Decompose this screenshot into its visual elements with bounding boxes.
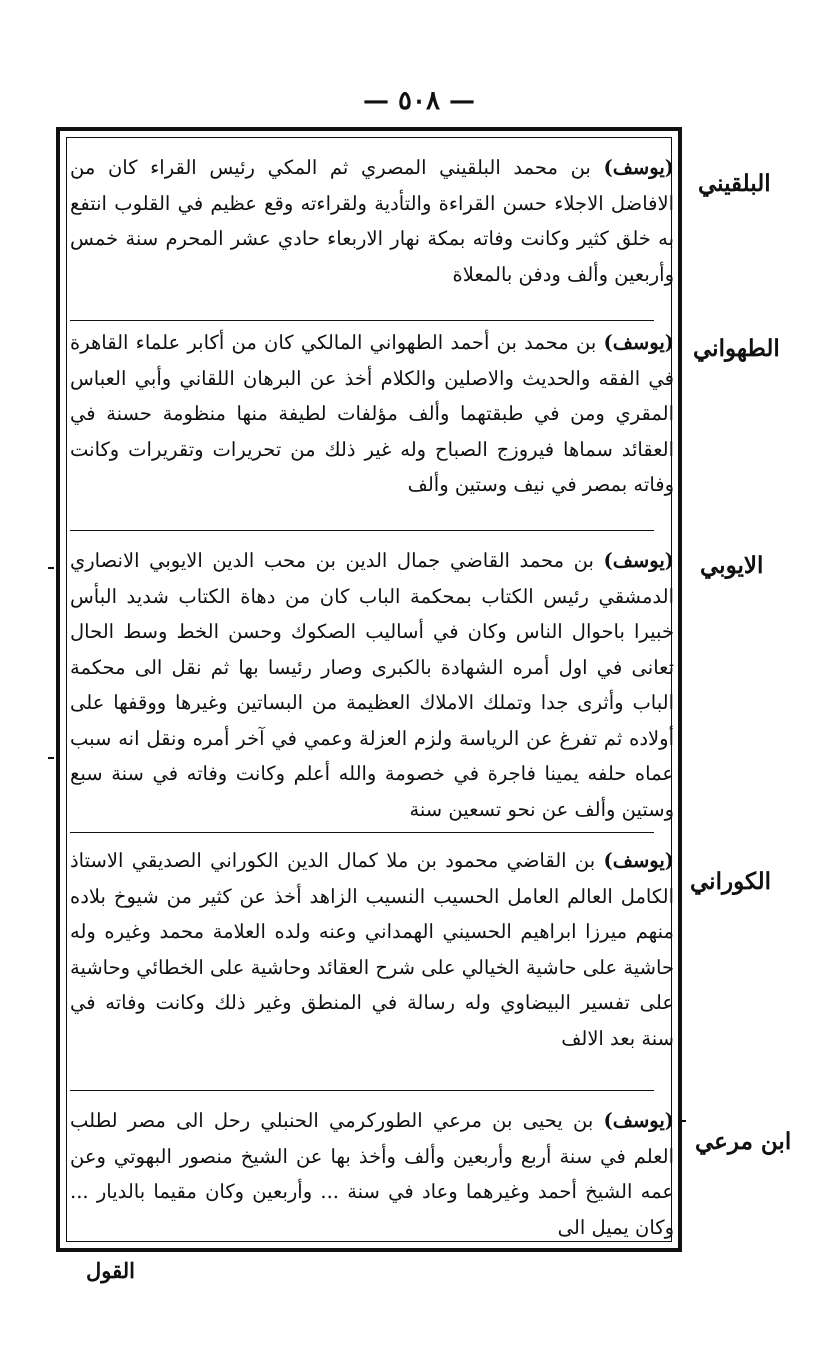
- entry-ibn-marai: [70, 1103, 674, 1243]
- entry-name: (يوسف): [603, 549, 674, 572]
- entry-divider: [70, 832, 654, 833]
- margin-label-kurani: الكوراني: [690, 868, 772, 895]
- entry-text: بن القاضي محمود بن ملا كمال الدين الكوراني الصديقي الاستاذ الكامل العالم العامل الحسيب النسيب الزاهد أخذ عن كثير من شيوخ بلاده منهم ميرزا ابراهيم الحسيني الهمداني وعنه ولده العلامة محمد وغيره وله حاشية على حاشية الخيالي على شرح العقائد وحاشية على الخطائي وحاشية على تفسير البيضاوي وله رسالة في المنطق وغير ذلك وكانت وفاته في سنة بعد الالف: [70, 849, 674, 1050]
- page-number: — ٥٠٨ —: [362, 86, 476, 116]
- margin-label-ibn-marai: ابن مرعي: [695, 1128, 792, 1155]
- entry-divider: [70, 530, 654, 531]
- entry-name: (يوسف): [603, 1109, 674, 1132]
- entry-text: بن محمد البلقيني المصري ثم المكي رئيس القراء كان من الافاضل الاجلاء حسن القراءة والتأدية ولقراءته وقع عظيم في القلوب انتفع به خلق كثير وكانت وفاته بمكة نهار الاربعاء حادي عشر المحرم سنة خمس وأربعين وألف ودفن بالمعلاة: [70, 156, 674, 286]
- entry-name: (يوسف): [603, 849, 675, 872]
- entry-text: بن يحيى بن مرعي الطوركرمي الحنبلي رحل الى مصر لطلب العلم في سنة أربع وأربعين وألف وأخذ بها عن الشيخ منصور البهوتي وعن عمه الشيخ أحمد وغيرهما وعاد في سنة ... وأربعين وكان مقيما بالديار ... وكان يميل الى: [70, 1109, 674, 1239]
- catchword: القول: [86, 1258, 135, 1283]
- margin-label-bulqini: البلقيني: [698, 170, 771, 197]
- margin-label-tahwani: الطهواني: [693, 335, 780, 362]
- margin-label-ayyubi: الايوبي: [700, 552, 764, 579]
- entry-divider: [70, 1090, 654, 1091]
- entry-text: بن محمد بن أحمد الطهواني المالكي كان من أكابر علماء القاهرة في الفقه والحديث والاصلين والكلام أخذ عن البرهان اللقاني وأبي العباس المقري ومن في طبقتهما وألف مؤلفات لطيفة منها منظومة حسنة في العقائد سماها فيروزج الصباح وله غير ذلك من تحريرات وتقريرات وكانت وفاته بمصر في نيف وستين وألف: [70, 331, 675, 496]
- entry-name: (يوسف): [603, 156, 674, 179]
- entry-divider: [70, 320, 654, 321]
- entry-text: بن محمد القاضي جمال الدين بن محب الدين الايوبي الانصاري الدمشقي رئيس الكتاب بمحكمة الباب كان من دهاة الكتاب شديد البأس خبيرا باحوال الناس وكان في أساليب الصكوك وحسن الخط وسط الحال تعانى في اول أمره الشهادة بالكبرى وصار رئيسا بها ثم نقل الى محكمة الباب وأثرى جدا وتملك الاملاك العظيمة من البساتين وغيرها ووقفها على أولاده ثم تفرغ عن الرياسة ولزم العزلة وعمي في آخر أمره ونقل انه سبب عماه حلفه يمينا فاجرة في خصومة والله أعلم وكانت وفاته في سنة سبع وستين وألف عن نحو تسعين سنة: [70, 549, 674, 821]
- entry-bulqini: [70, 150, 674, 310]
- entry-ayyubi: [70, 543, 674, 821]
- entry-kurani: [70, 843, 674, 1078]
- entry-tahwani: [70, 325, 674, 525]
- margin-tick-mark: [680, 1120, 686, 1122]
- margin-tick-mark: [48, 757, 54, 759]
- entry-name: (يوسف): [603, 331, 674, 354]
- margin-tick-mark: [48, 567, 54, 569]
